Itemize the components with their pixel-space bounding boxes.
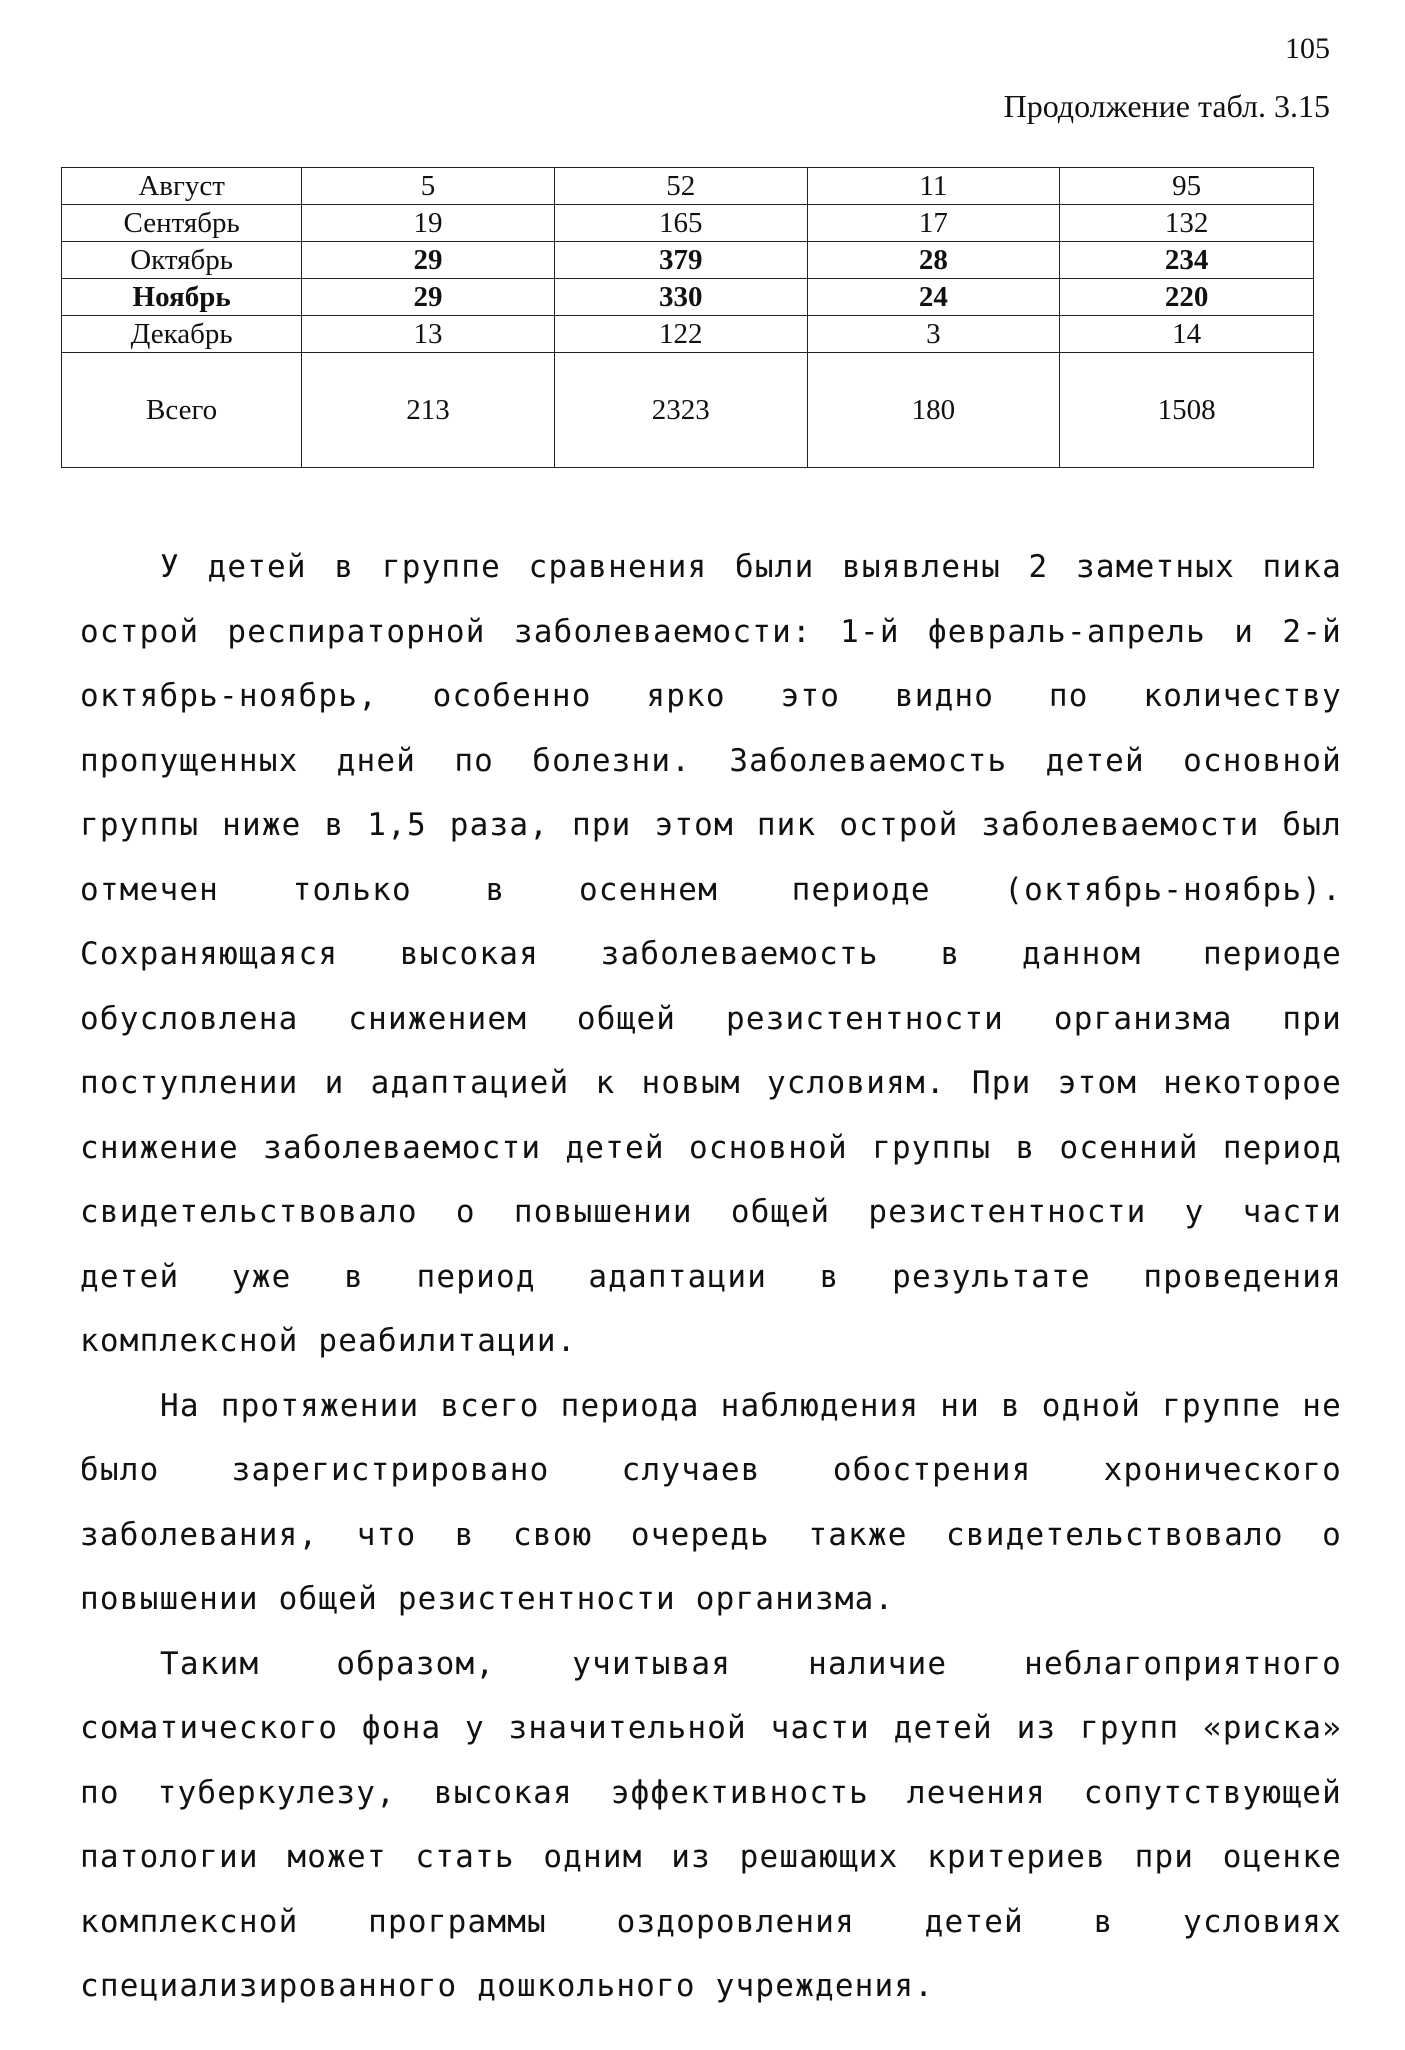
- table-cell: 122: [554, 316, 807, 353]
- table-row: [62, 279, 1314, 316]
- table-row: [62, 242, 1314, 279]
- table-cell: 14: [1060, 316, 1314, 353]
- table-caption: Продолжение табл. 3.15: [1003, 88, 1330, 124]
- row-label: Ноябрь: [62, 279, 302, 316]
- table-cell: 11: [807, 168, 1060, 205]
- table-cell: 19: [302, 205, 555, 242]
- row-label: Декабрь: [62, 316, 302, 353]
- table-cell: 24: [807, 279, 1060, 316]
- row-label: Всего: [62, 353, 302, 468]
- paragraph: На протяжении всего периода наблюдения ни в одной группе не было зарегистрировано случаев обострения хронического заболевания, что в свою очередь также свидетельствовало о повышении общей резистентности организма.: [80, 1387, 1342, 1617]
- paragraph: У детей в группе сравнения были выявлены 2 заметных пика острой респираторной заболеваемости: 1-й февраль-апрель и 2-й октябрь-ноябрь, особенно ярко это видно по количеству пропущенных дней по болезни. Заболеваемость детей основной группы ниже в 1,5 раза, при этом пик острой заболеваемости был отмечен только в осеннем периоде (октябрь-ноябрь). Сохраняющаяся высокая заболеваемость в данном периоде обусловлена снижением общей резистентности организма при поступлении и адаптацией к новым условиям. При этом некоторое снижение заболеваемости детей основной группы в осенний период свидетельствовало о повышении общей резистентности у части детей уже в период адаптации в результате проведения комплексной реабилитации.: [80, 549, 1342, 1359]
- table-cell: 5: [302, 168, 555, 205]
- table-cell: 220: [1060, 279, 1314, 316]
- page-number: 105: [1285, 32, 1330, 65]
- row-label: Сентябрь: [62, 205, 302, 242]
- table-cell: 180: [807, 353, 1060, 468]
- table-cell: 28: [807, 242, 1060, 279]
- body-text: [80, 535, 1342, 2019]
- row-label: Август: [62, 168, 302, 205]
- table-row: [62, 168, 1314, 205]
- paragraph: Таким образом, учитывая наличие неблагоприятного соматического фона у значительной части детей из групп «риска» по туберкулезу, высокая эффективность лечения сопутствующей патологии может стать одним из решающих критериев при оценке комплексной программы оздоровления детей в условиях специализированного дошкольного учреждения.: [80, 1645, 1342, 2004]
- table-cell: 234: [1060, 242, 1314, 279]
- table-cell: 213: [302, 353, 555, 468]
- table-row: [62, 205, 1314, 242]
- table-cell: 95: [1060, 168, 1314, 205]
- table-cell: 330: [554, 279, 807, 316]
- table-cell: 52: [554, 168, 807, 205]
- table-cell: 29: [302, 279, 555, 316]
- table-cell: 13: [302, 316, 555, 353]
- table-cell: 1508: [1060, 353, 1314, 468]
- row-label: Октябрь: [62, 242, 302, 279]
- data-table: [61, 167, 1314, 468]
- table-cell: 29: [302, 242, 555, 279]
- table-cell: 2323: [554, 353, 807, 468]
- table-cell: 132: [1060, 205, 1314, 242]
- table-cell: 379: [554, 242, 807, 279]
- table-cell: 3: [807, 316, 1060, 353]
- table-cell: 17: [807, 205, 1060, 242]
- table-cell: 165: [554, 205, 807, 242]
- table-row: [62, 316, 1314, 353]
- total-row: [62, 353, 1314, 468]
